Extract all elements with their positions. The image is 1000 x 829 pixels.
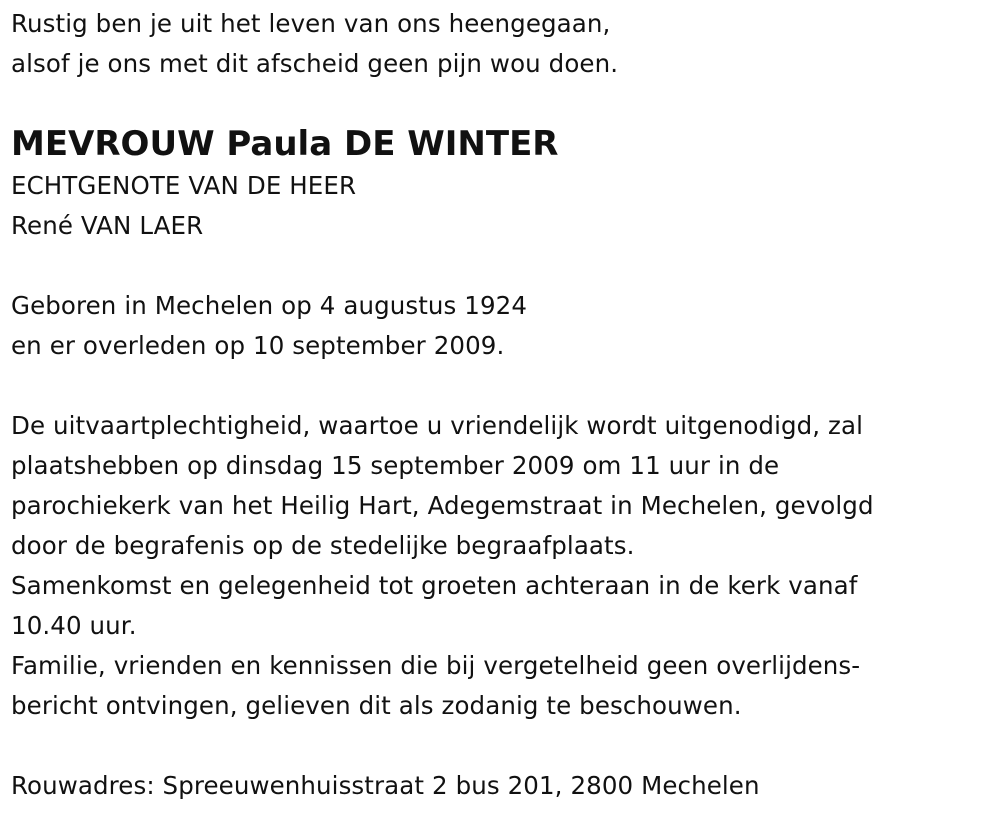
ceremony-block: [11, 406, 986, 726]
mourning-address: Rouwadres: Spreeuwenhuisstraat 2 bus 201, 2800 Mechelen: [11, 771, 760, 800]
ceremony-line: De uitvaartplechtigheid, waartoe u vriendelijk wordt uitgenodigd, zal: [11, 411, 864, 440]
spouse-name: René VAN LAER: [11, 211, 204, 240]
poem-block: [11, 4, 986, 84]
ceremony-line: bericht ontvingen, gelieven dit als zodanig te beschouwen.: [11, 691, 742, 720]
deceased-name: MEVROUW Paula DE WINTER: [11, 124, 559, 164]
spouse-block: [11, 166, 986, 246]
ceremony-line: 10.40 uur.: [11, 611, 137, 640]
ceremony-line: parochiekerk van het Heilig Hart, Adegemstraat in Mechelen, gevolgd: [11, 491, 874, 520]
death-line: en er overleden op 10 september 2009.: [11, 331, 505, 360]
ceremony-line: plaatshebben op dinsdag 15 september 2009 om 11 uur in de: [11, 451, 780, 480]
ceremony-line: Familie, vrienden en kennissen die bij vergetelheid geen overlijdens-: [11, 651, 861, 680]
spouse-title: ECHTGENOTE VAN DE HEER: [11, 171, 357, 200]
spacer: [11, 246, 986, 286]
spacer: [11, 726, 986, 766]
spacer: [11, 366, 986, 406]
poem-line: Rustig ben je uit het leven van ons heengegaan,: [11, 9, 611, 38]
obituary-notice: [11, 4, 986, 806]
birth-death-block: [11, 286, 986, 366]
birth-line: Geboren in Mechelen op 4 augustus 1924: [11, 291, 528, 320]
poem-line: alsof je ons met dit afscheid geen pijn wou doen.: [11, 49, 619, 78]
ceremony-line: door de begrafenis op de stedelijke begraafplaats.: [11, 531, 635, 560]
ceremony-line: Samenkomst en gelegenheid tot groeten achteraan in de kerk vanaf: [11, 571, 858, 600]
